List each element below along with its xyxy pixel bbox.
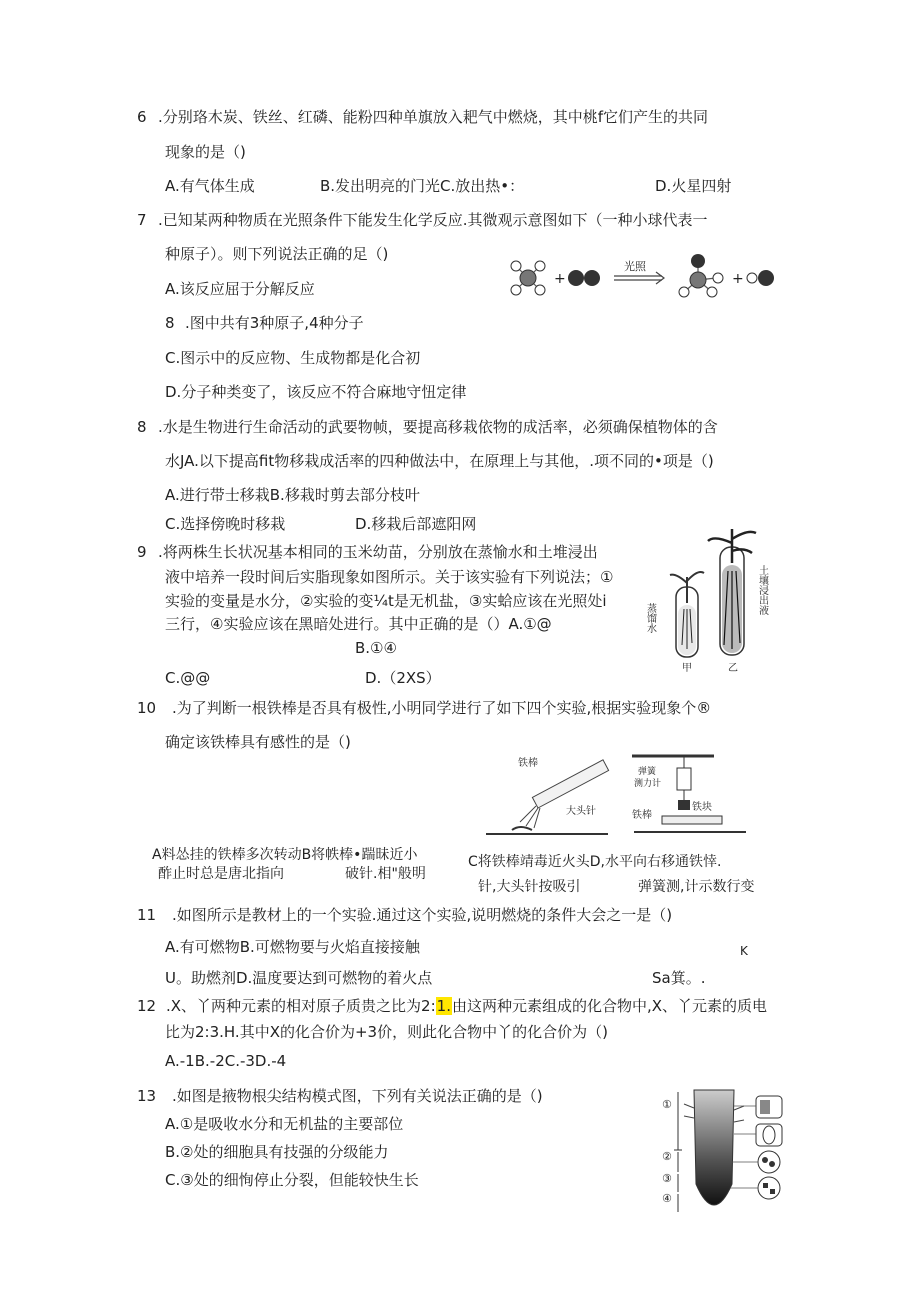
q13-option-c: C.③处的细恂停止分裂，但能较快生长 — [165, 1171, 419, 1189]
q10-stem-line2: 确定该铁棒具有感性的是（) — [165, 733, 351, 751]
q9-label-yi: 乙 — [728, 663, 738, 674]
q10-option-ab-line1: A料怂挂的铁棒多次转动B将帙棒•踹昧近小 — [152, 847, 418, 863]
q9-option-c: C.@@ — [165, 669, 211, 687]
q10-spring-label2: 测力计 — [634, 779, 662, 789]
q8-option-ab: A.进行带士移栽B.移栽时剪去部分枝叶 — [165, 486, 420, 504]
q11-note-k: K — [740, 944, 748, 958]
q12-number: 12 — [137, 997, 157, 1015]
q7-number: 7 — [137, 211, 147, 229]
q8-option-d: D.移栽后部遮阳网 — [355, 515, 477, 533]
q12-stem-line2: 比为2:3.H.其中X的化合价为+3价，则此化合物中丫的化合价为（) — [165, 1023, 608, 1041]
q8-stem-line1: .水是生物进行生命活动的武要物帧，要提高移栽依物的成活率，必须确保植物体的含 — [158, 418, 718, 436]
q10-block-label: 铁块 — [692, 802, 712, 813]
q10-rod2-label: 铁棒 — [632, 810, 652, 821]
q6-stem-line1: .分别珞木炭、铁丝、红磷、能粉四种单旗放入耙气中燃烧，其中桃f它们产生的共同 — [158, 108, 709, 126]
q10-stem-line1: .为了判断一根铁棒是否具有极性,小明同学进行了如下四个实验,根据实验现象个® — [172, 699, 712, 717]
q13-stem-line1: .如图是掖物根尖结构模式图，下列有关说法正确的是（) — [172, 1087, 543, 1105]
q10-option-cd-line1: C将铁棒靖毒近火头D,水平向右移通铁悻. — [468, 854, 722, 870]
q13-option-a: A.①是吸收水分和无机盐的主要部位 — [165, 1115, 404, 1133]
q13-mark-2: ② — [662, 1150, 672, 1163]
q13-mark-4: ④ — [662, 1192, 672, 1205]
q13-number: 13 — [137, 1087, 157, 1105]
q9-number: 9 — [137, 543, 147, 561]
q11-note-sa: Sa箕。. — [652, 969, 706, 987]
q10-option-c-line2: 针,大头针按吸引 — [478, 879, 581, 895]
q9-stem-line3: 实验的变量是水分，②实验的变¼t是无机盐，③实蛤应该在光照处i — [165, 592, 607, 610]
q9-stem-line4: 三行，④实验应该在黑暗处进行。其中正确的是（）A.①@ — [165, 615, 552, 633]
q6-option-a: A.有气体生成 — [165, 177, 255, 195]
q10-magnet-figure — [484, 752, 754, 844]
q7-stem-line1: .已知某两种物质在光照条件下能发生化学反应.其微观示意图如下（一种小球代表一 — [158, 211, 708, 229]
q9-label-jia: 甲 — [682, 663, 692, 674]
q7-option-c: C.图示中的反应物、生成物都是化合初 — [165, 349, 421, 367]
q10-spring-label1: 弹簧 — [638, 767, 657, 777]
q10-option-a-line2: 酢止时总是唐北指向 — [158, 866, 284, 882]
q6-number: 6 — [137, 108, 147, 126]
q9-soil-extract-label: 土壤浸出液 — [756, 565, 768, 615]
q7-option-b-number: 8 — [165, 314, 175, 332]
q12-stem-line1-start: .X、丫两种元素的相对原子质贵之比为2: — [166, 997, 436, 1015]
q10-cut-off-line — [478, 877, 798, 895]
q9-stem-line2: 液中培养一段时间后实脂现象如图所示。关于该实验有下列说法；① — [165, 568, 614, 586]
q10-option-d-line2: 弹簧测,计示数行变 — [638, 879, 755, 895]
q7-reaction-diagram — [502, 248, 792, 308]
q9-option-d: D.（2XS） — [365, 669, 441, 687]
q10-rod-label: 铁棒 — [518, 758, 538, 769]
q7-option-a: A.该反应屈于分解反应 — [165, 280, 315, 298]
q10-option-b-line2: 破针.相"般明 — [345, 866, 426, 882]
q7-light-label: 光照 — [624, 260, 646, 273]
svg-text:+: + — [554, 271, 566, 287]
q11-option-ab: A.有可燃物B.可燃物要与火焰直接接触 — [165, 938, 420, 956]
q8-stem-line2: 水JA.以下提高fit物移栽成活率的四种做法中，在原理上与其他，.项不同的•项是（) — [165, 452, 714, 470]
q10-pin-label: 大头针 — [566, 806, 596, 817]
q11-option-cd: U。助燃剂D.温度要达到可燃物的着火点 — [165, 969, 433, 987]
q12-highlight: 1. — [436, 997, 451, 1015]
q9-seedling-figure — [644, 525, 783, 674]
q6-stem-line2: 现象的是（) — [165, 143, 246, 161]
q6-option-d: D.火星四射 — [655, 177, 732, 195]
q8-option-c: C.选择傍晚时移栽 — [165, 515, 286, 533]
q6-option-bc: B.发出明亮的门光C.放出热•： — [320, 177, 525, 195]
q13-mark-3: ③ — [662, 1172, 672, 1185]
q9-distilled-water-label: 蒸馏水 — [644, 603, 656, 633]
q13-root-tip-figure — [660, 1088, 790, 1228]
q10-number: 10 — [137, 699, 157, 717]
q7-stem-line2: 种原子）。则下列说法正确的足（) — [165, 245, 389, 263]
q12-stem-line1 — [166, 996, 767, 1016]
svg-text:+: + — [732, 271, 744, 287]
q8-number: 8 — [137, 418, 147, 436]
q13-option-b: B.②处的细胞具有技强的分级能力 — [165, 1143, 389, 1161]
q7-option-d: D.分子种类变了，该反应不符合麻地守忸定律 — [165, 383, 467, 401]
q9-option-b: B.①④ — [355, 639, 397, 657]
q12-stem-line1-end: 由这两种元素组成的化合物中,X、丫元素的质电 — [451, 997, 768, 1015]
q13-mark-1: ① — [662, 1098, 672, 1111]
q11-number: 11 — [137, 906, 157, 924]
q7-option-b: .图中共有3种原子,4种分子 — [185, 314, 364, 332]
q12-options: A.-1B.-2C.-3D.-4 — [165, 1052, 287, 1070]
q9-stem-line1: .将两株生长状况基本相同的玉米幼苗，分别放在蒸愉水和土堆浸出 — [158, 543, 598, 561]
q11-stem-line1: .如图所示是教材上的一个实验.通过这个实验,说明燃烧的条件大会之一是（) — [172, 906, 673, 924]
